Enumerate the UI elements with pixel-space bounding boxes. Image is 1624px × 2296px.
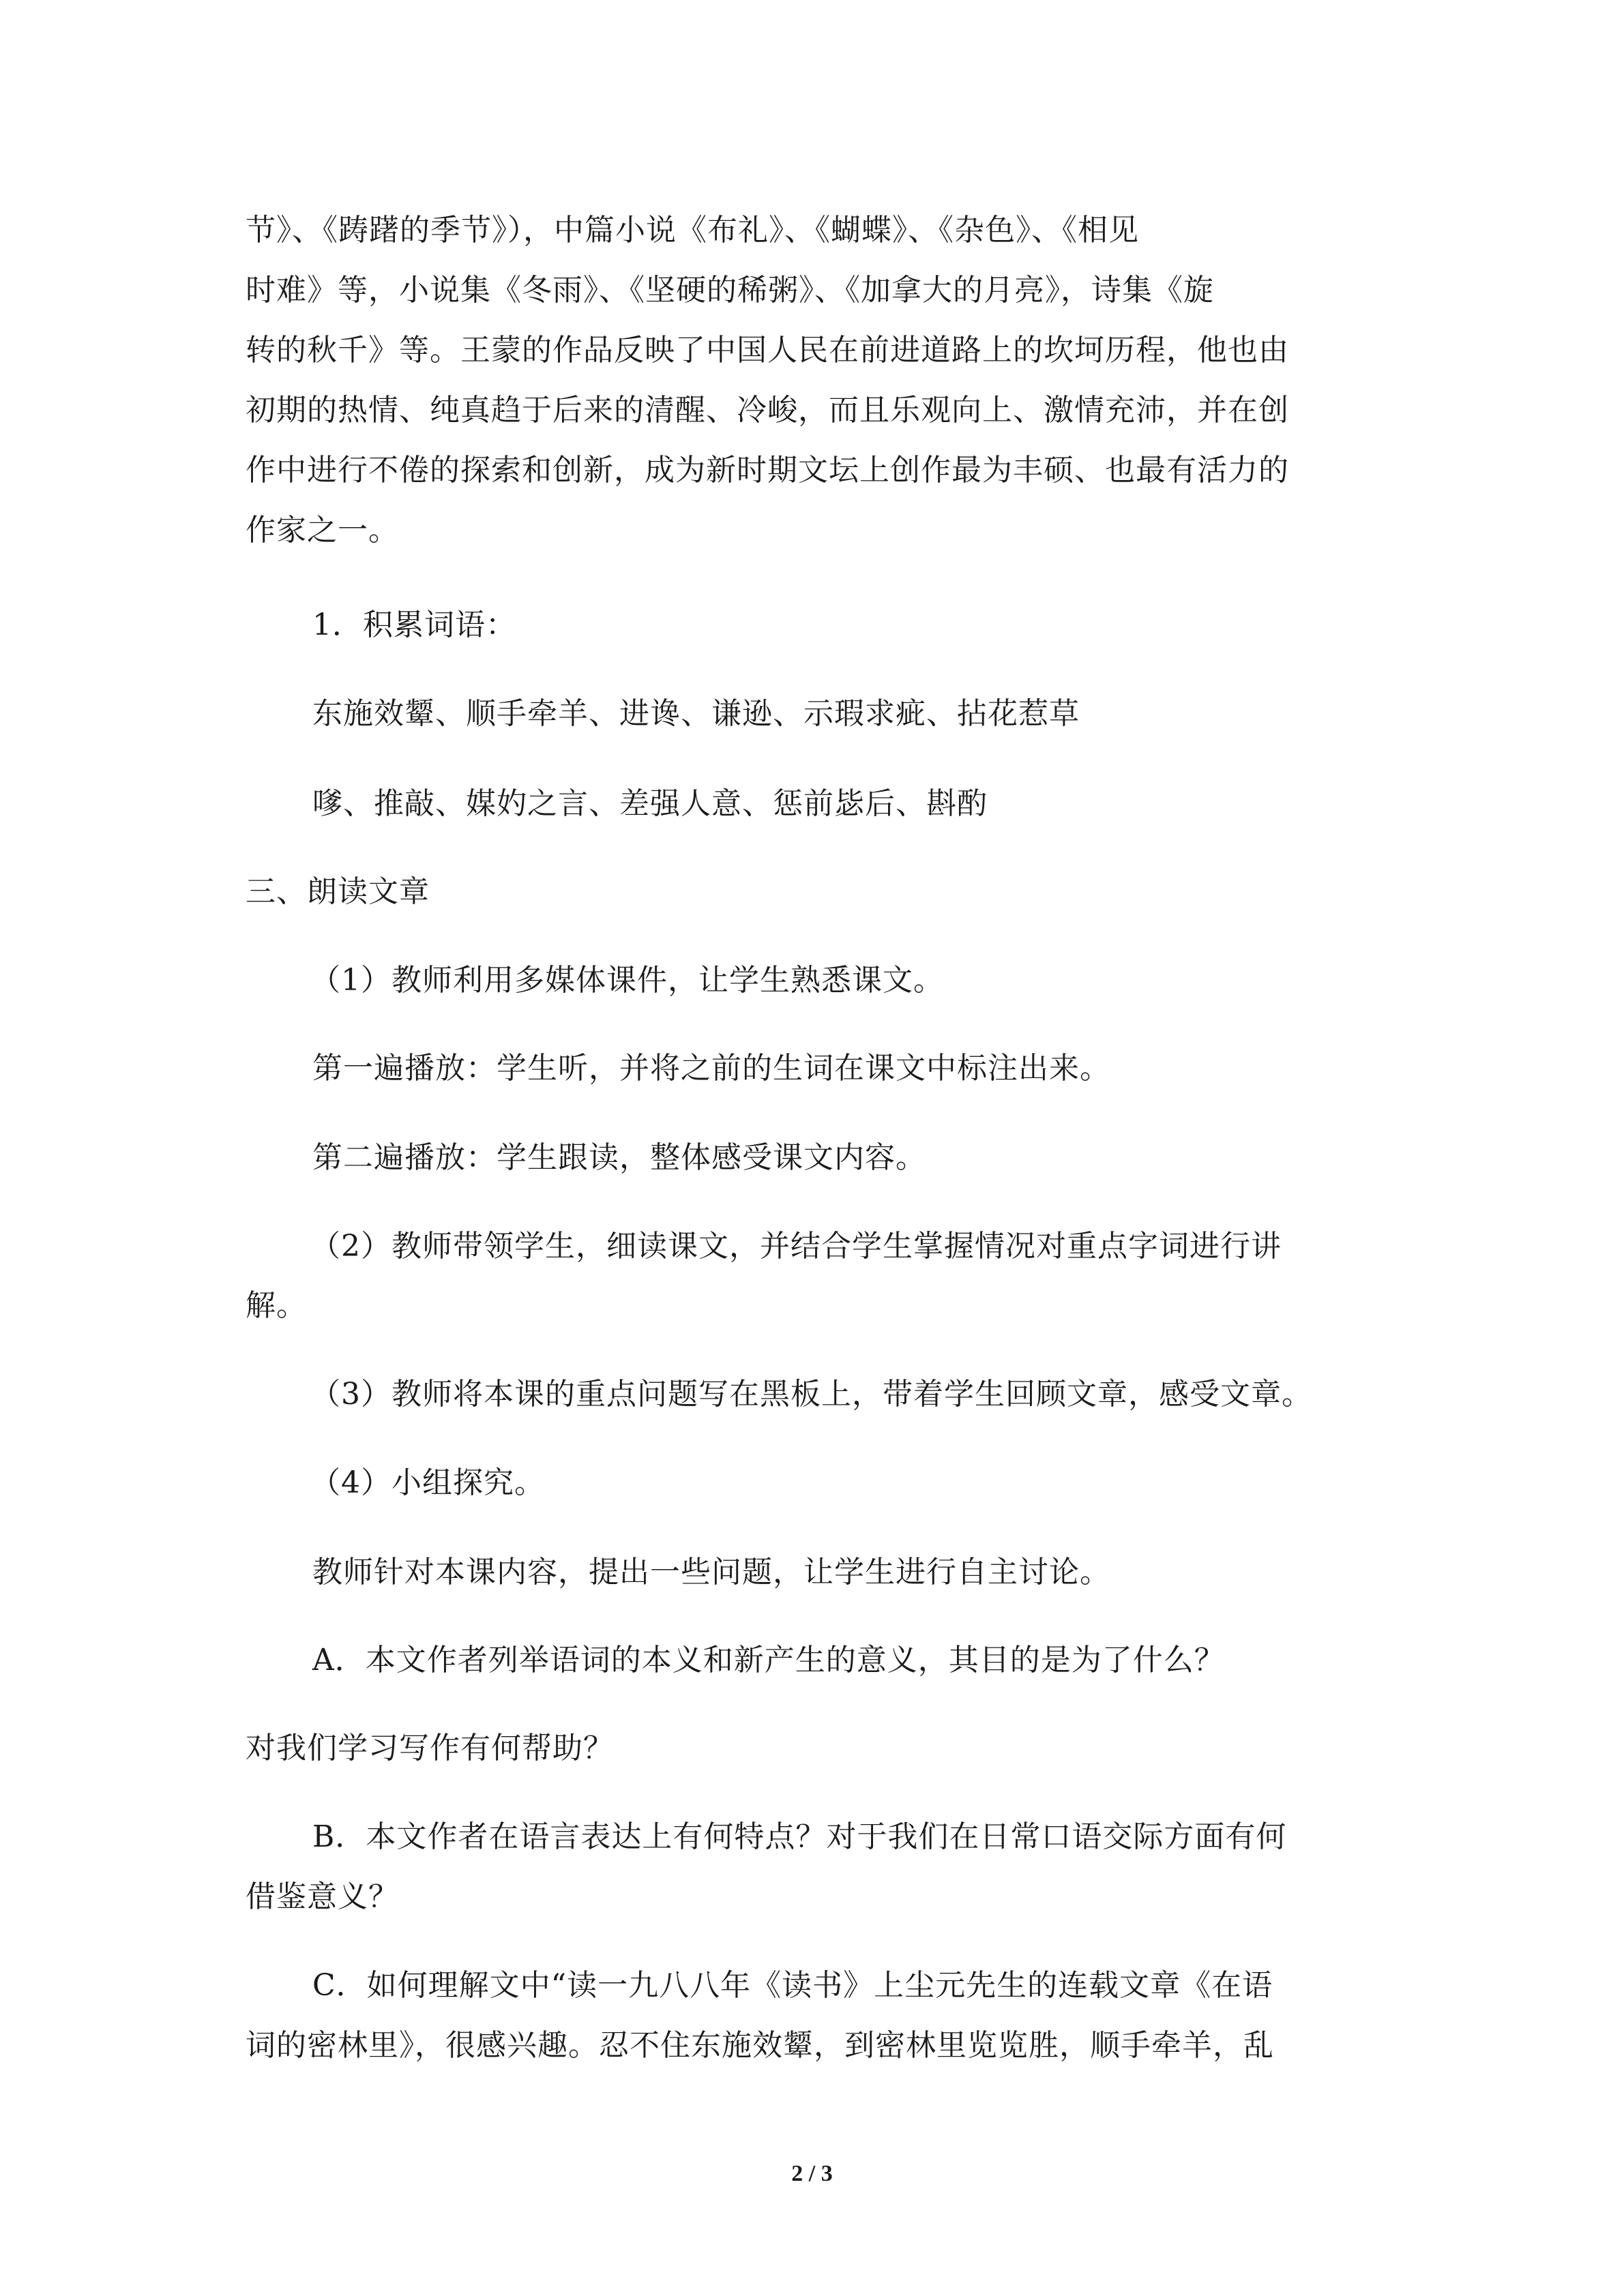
question-line: C．如何理解文中“读一九八八年《读书》上尘元先生的连载文章《在语	[312, 1968, 1273, 2003]
text-line: （3）教师将本课的重点问题写在黑板上，带着学生回顾文章，感受文章。	[310, 1377, 1312, 1412]
text-line: （1）教师利用多媒体课件，让学生熟悉课文。	[310, 963, 944, 998]
question-line: 借鉴意义？	[246, 1879, 399, 1914]
text-line: 转的秋千》等。王蒙的作品反映了中国人民在前进道路上的坎坷历程，他也由	[246, 333, 1289, 368]
vocabulary-line: 嗲、推敲、媒妁之言、差强人意、惩前毖后、斟酌	[312, 786, 988, 821]
page-number: 2 / 3	[791, 2161, 833, 2186]
question-line: B．本文作者在语言表达上有何特点？对于我们在日常口语交际方面有何	[312, 1819, 1287, 1854]
text-line: 教师针对本课内容，提出一些问题，让学生进行自主讨论。	[312, 1555, 1110, 1590]
text-line: 第一遍播放：学生听，并将之前的生词在课文中标注出来。	[312, 1051, 1110, 1086]
text-line: 解。	[246, 1288, 307, 1323]
section-heading: 三、朗读文章	[246, 874, 430, 909]
text-line: 初期的热情、纯真趋于后来的清醒、冷峻，而且乐观向上、激情充沛，并在创	[246, 393, 1289, 428]
text-line: 作家之一。	[246, 513, 399, 548]
question-line: A．本文作者列举语词的本义和新产生的意义，其目的是为了什么？	[312, 1643, 1225, 1678]
question-line: 对我们学习写作有何帮助？	[246, 1731, 614, 1765]
question-line: 词的密林里》，很感兴趣。忍不住东施效颦，到密林里览览胜，顺手牵羊，乱	[246, 2028, 1274, 2063]
text-line: 时难》等，小说集《冬雨》、《坚硬的稀粥》、《加拿大的月亮》，诗集《旋	[246, 273, 1214, 308]
text-line: 作中进行不倦的探索和创新，成为新时期文坛上创作最为丰硕、也最有活力的	[246, 453, 1289, 488]
text-line: （4）小组探究。	[310, 1465, 545, 1500]
section-heading: 1．积累词语：	[312, 608, 516, 642]
vocabulary-line: 东施效颦、顺手牵羊、进谗、谦逊、示瑕求疵、拈花惹草	[312, 696, 1080, 731]
text-line: 节》、《踌躇的季节》），中篇小说《布礼》、《蝴蝶》、《杂色》、《相见	[246, 213, 1139, 248]
text-line: 第二遍播放：学生跟读，整体感受课文内容。	[312, 1140, 926, 1175]
text-line: （2）教师带领学生，细读课文，并结合学生掌握情况对重点字词进行讲	[310, 1229, 1282, 1264]
